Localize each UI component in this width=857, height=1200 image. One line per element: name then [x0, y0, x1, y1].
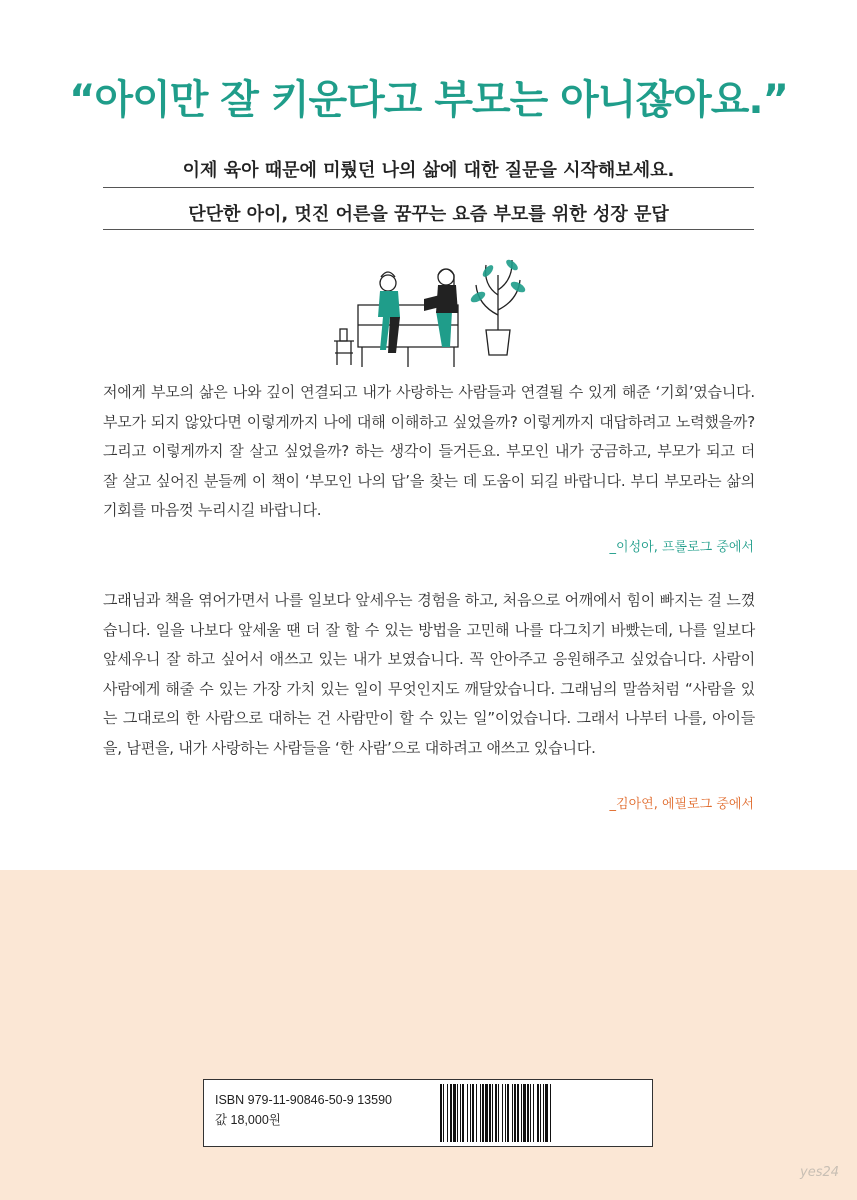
prologue-excerpt: 저에게 부모의 삶은 나와 깊이 연결되고 내가 사랑하는 사람들과 연결될 수 있게 해준 ‘기회’였습니다. 부모가 되지 않았다면 이렇게까지 나에 대해 이해하고 싶었을까? 이렇게까지 대답하려고 노력했을까? 그리고 이렇게까지 잘 살고 싶었을까? 하는 생각이 들거든요. 부모인 내가 궁금하고, 부모가 되고 더 잘 살고 싶어진 분들께 이 책이 ‘부모인 나의 답’을 찾는 데 도움이 되길 바랍니다. 부디 부모라는 삶의 기회를 마음껏 누리시길 바랍니다.	[103, 383, 755, 519]
barcode-bar	[489, 1084, 491, 1142]
barcode-bar	[498, 1084, 499, 1142]
barcode-bar	[482, 1084, 484, 1142]
isbn-number: ISBN 979-11-90846-50-9 13590	[215, 1093, 392, 1107]
barcode-bar	[462, 1084, 464, 1142]
barcode-bar	[545, 1084, 548, 1142]
barcode-bar	[533, 1084, 534, 1142]
barcode-bar	[467, 1084, 468, 1142]
barcode-bar	[530, 1084, 531, 1142]
divider	[103, 187, 754, 188]
divider	[103, 229, 754, 230]
barcode-bar	[470, 1084, 471, 1142]
barcode-bar	[521, 1084, 522, 1142]
barcode-bar	[457, 1084, 458, 1142]
price: 값 18,000원	[215, 1113, 281, 1127]
headline: “아이만 잘 키운다고 부모는 아니잖아요.”	[69, 77, 788, 123]
barcode-bar	[453, 1084, 456, 1142]
barcode-bar	[443, 1084, 444, 1142]
barcode-icon	[438, 1084, 648, 1142]
barcode-bar	[440, 1084, 442, 1142]
barcode-bar	[527, 1084, 529, 1142]
barcode-bar	[543, 1084, 544, 1142]
barcode-bar	[476, 1084, 477, 1142]
barcode-bar	[512, 1084, 513, 1142]
barcode-bar	[480, 1084, 481, 1142]
bottom-band	[0, 870, 857, 1200]
barcode-bar	[502, 1084, 503, 1142]
barcode-bar	[505, 1084, 506, 1142]
barcode-bar	[537, 1084, 539, 1142]
barcode-bar	[495, 1084, 497, 1142]
barcode-bar	[514, 1084, 516, 1142]
epilogue-excerpt: 그래님과 책을 엮어가면서 나를 일보다 앞세우는 경험을 하고, 처음으로 어깨에서 힘이 빠지는 걸 느꼈습니다. 일을 나보다 앞세울 땐 더 잘 할 수 있는 방법을 고민해 나를 다그치기 바빴는데, 나를 일보다 앞세우니 잘 하고 싶어서 애쓰고 있는 내가 보였습니다. 꼭 안아주고 응원해주고 싶었습니다. 사람이 사람에게 해줄 수 있는 가장 가치 있는 일이 무엇인지도 깨달았습니다. 그래님의 말씀처럼 “사람을 있는 그대로의 한 사람으로 대하는 건 사람만이 할 수 있는 일”이었습니다. 그래서 나부터 나를, 아이들을, 남편을, 내가 사랑하는 사람들을 ‘한 사람’으로 대하려고 애쓰고 있습니다.	[103, 591, 755, 757]
epilogue-citation: _김아연, 에필로그 중에서	[609, 797, 754, 812]
barcode-panel	[203, 1079, 653, 1147]
subtitle-tagline: 단단한 아이, 멋진 어른을 꿈꾸는 요즘 부모를 위한 성장 문답	[188, 204, 669, 225]
barcode-bar	[523, 1084, 526, 1142]
barcode-bar	[517, 1084, 519, 1142]
barcode-bar	[540, 1084, 541, 1142]
couple-on-bench-illustration	[328, 255, 528, 370]
barcode-bar	[447, 1084, 448, 1142]
subtitle-question: 이제 육아 때문에 미뤘던 나의 삶에 대한 질문을 시작해보세요.	[182, 160, 675, 181]
barcode-bar	[450, 1084, 452, 1142]
barcode-bar	[492, 1084, 493, 1142]
barcode-bar	[507, 1084, 509, 1142]
barcode-bar	[460, 1084, 461, 1142]
watermark: yes24	[800, 1165, 840, 1180]
barcode-bar	[472, 1084, 474, 1142]
barcode-bar	[485, 1084, 488, 1142]
barcode-bar	[550, 1084, 551, 1142]
prologue-citation: _이성아, 프롤로그 중에서	[609, 540, 754, 555]
isbn-block	[215, 1090, 392, 1130]
